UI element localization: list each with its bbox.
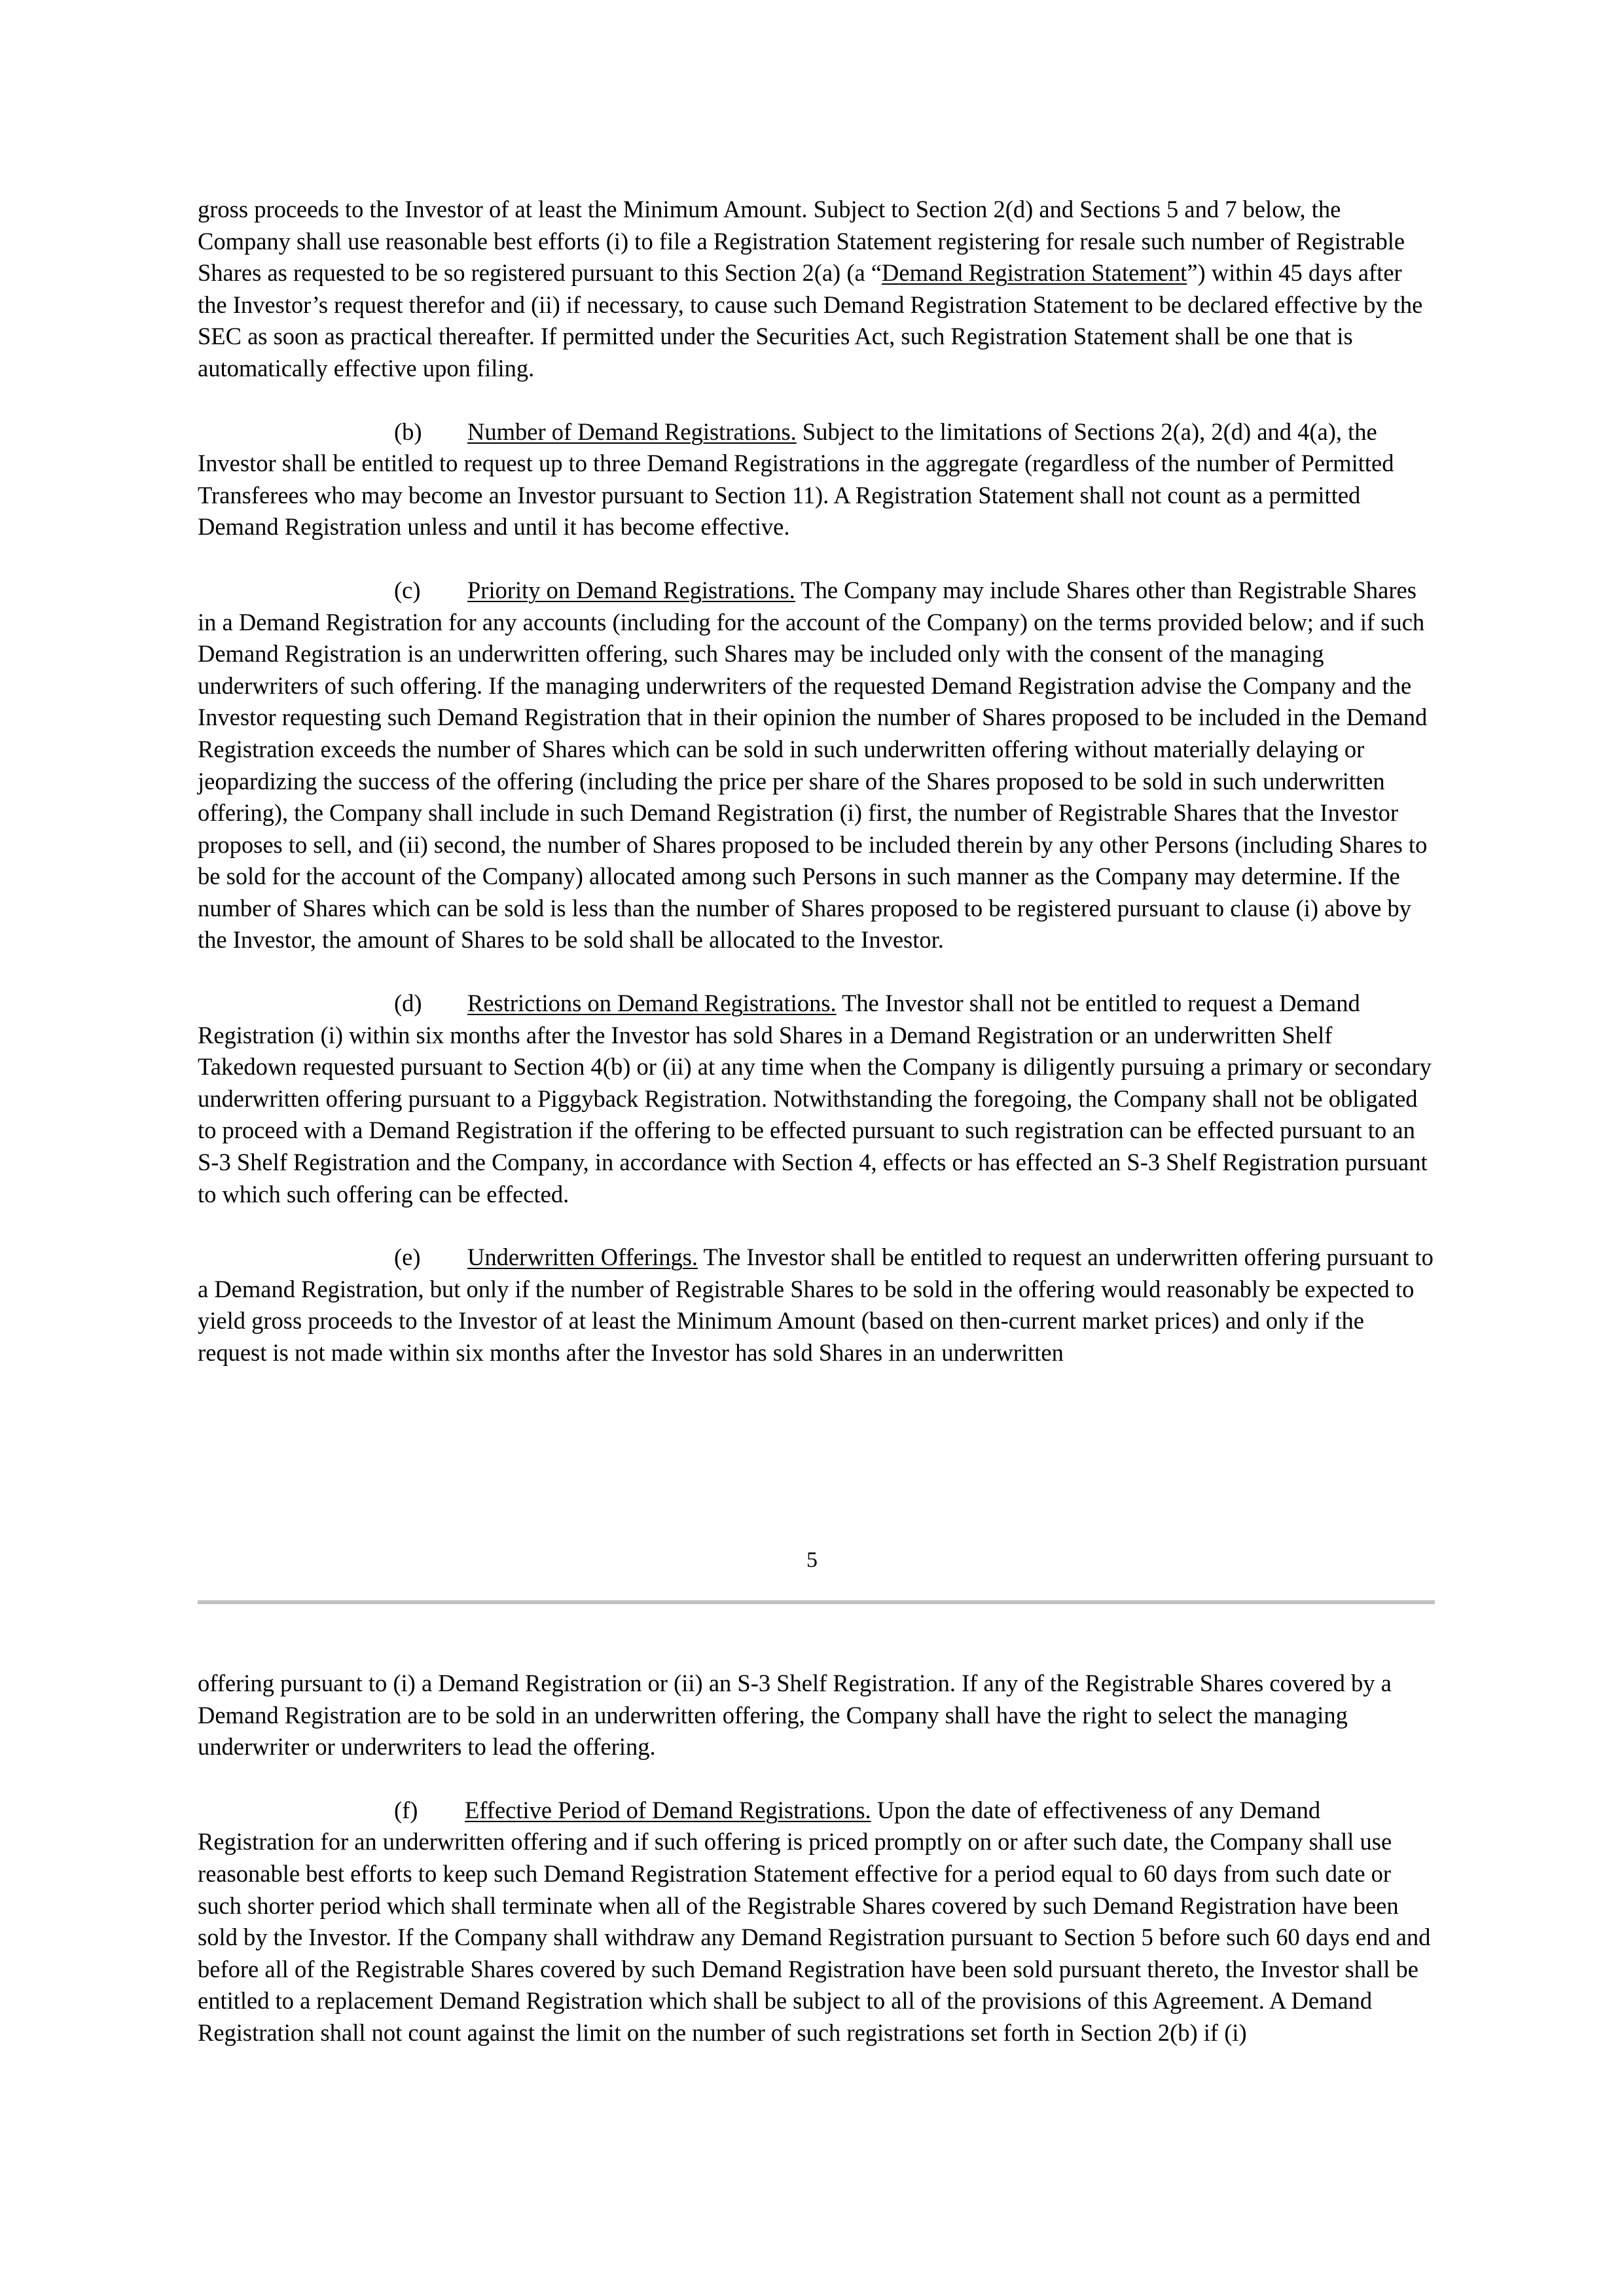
demand-registration-statement-term: Demand Registration Statement — [882, 259, 1187, 287]
paragraph-b — [198, 416, 1435, 543]
paragraph-f-body: Upon the date of effectiveness of any Demand Registration for an underwritten offering and if such offering is priced promptly on or after such date, the Company shall use reasonable best efforts to keep such Demand Registration Statement effective for a period equal to 60 days from such date or such shorter period which shall terminate when all of the Registrable Shares covered by such Demand Registration have been sold by the Investor. If the Company shall withdraw any Demand Registration pursuant to Section 5 before such 60 days end and before all of the Registrable Shares covered by such Demand Registration have been sold pursuant thereto, the Investor shall be entitled to a replacement Demand Registration which shall be subject to all of the provisions of this Agreement. A Demand Registration shall not count against the limit on the number of such registrations set forth in Section 2(b) if (i) — [198, 1796, 1431, 2046]
paragraph-b-heading: Number of Demand Registrations. — [467, 418, 797, 445]
para-a-text-after: ”) within 45 days after the Investor’s request therefor and (ii) if necessary, to cause such Demand Registration Statement to be declared effective by the SEC as soon as practical thereafter. If permitted under the Securities Act, such Registration Statement shall be one that is automatically effective upon filing. — [198, 259, 1423, 382]
paragraph-f-label: (f) — [394, 1796, 418, 1823]
paragraph-c-body: The Company may include Shares other than Registrable Shares in a Demand Registration for any accounts (including for the account of the Company) on the terms provided below; and if such Demand Registration is an underwritten offering, such Shares may be included only with the consent of the managing underwriters of such offering. If the managing underwriters of the requested Demand Registration advise the Company and the Investor requesting such Demand Registration that in their opinion the number of Shares proposed to be included in the Demand Registration exceeds the number of Shares which can be sold in such underwritten offering without materially delaying or jeopardizing the success of the offering (including the price per share of the Shares proposed to be sold in such underwritten offering), the Company shall include in such Demand Registration (i) first, the number of Registrable Shares that the Investor proposes to sell, and (ii) second, the number of Shares proposed to be included therein by any other Persons (including Shares to be sold for the account of the Company) allocated among such Persons in such manner as the Company may determine. If the number of Shares which can be sold is less than the number of Shares proposed to be registered pursuant to clause (i) above by the Investor, the amount of Shares to be sold shall be allocated to the Investor. — [198, 576, 1428, 954]
paragraph-c-heading: Priority on Demand Registrations. — [467, 576, 795, 603]
paragraph-b-label: (b) — [394, 418, 422, 445]
paragraph-d-heading: Restrictions on Demand Registrations. — [467, 990, 837, 1017]
paragraph-d-label: (d) — [394, 990, 422, 1017]
page-6-body — [198, 1668, 1435, 2049]
paragraph-c-label: (c) — [394, 576, 421, 603]
paragraph-d — [198, 988, 1435, 1210]
paragraph-f-heading: Effective Period of Demand Registrations. — [465, 1796, 871, 1823]
page-5-body — [198, 194, 1435, 1369]
page-number: 5 — [806, 1548, 818, 1572]
paragraph-b-body: Subject to the limitations of Sections 2(a), 2(d) and 4(a), the Investor shall be entitled to request up to three Demand Registrations in the aggregate (regardless of the number of Permitted Transferees who may become an Investor pursuant to Section 11). A Registration Statement shall not count as a permitted Demand Registration unless and until it has become effective. — [198, 418, 1394, 541]
paragraph-e — [198, 1242, 1435, 1369]
page-divider — [198, 1600, 1435, 1604]
paragraph-e-label: (e) — [394, 1244, 421, 1271]
paragraph-e-body: The Investor shall be entitled to request an underwritten offering pursuant to a Demand Registration, but only if the number of Registrable Shares to be sold in the offering would reasonably be expected to yield gross proceeds to the Investor of at least the Minimum Amount (based on then-current market prices) and only if the request is not made within six months after the Investor has sold Shares in an underwritten — [198, 1244, 1434, 1366]
paragraph-c — [198, 575, 1435, 956]
paragraph-f — [198, 1795, 1435, 2049]
paragraph-d-body: The Investor shall not be entitled to request a Demand Registration (i) within six months after the Investor has sold Shares in a Demand Registration or an underwritten Shelf Takedown requested pursuant to Section 4(b) or (ii) at any time when the Company is diligently pursuing a primary or secondary underwritten offering pursuant to a Piggyback Registration. Notwithstanding the foregoing, the Company shall not be obligated to proceed with a Demand Registration if the offering to be effected pursuant to such registration can be effected pursuant to an S-3 Shelf Registration and the Company, in accordance with Section 4, effects or has effected an S-3 Shelf Registration pursuant to which such offering can be effected. — [198, 990, 1432, 1208]
para-a-text-before: gross proceeds to the Investor of at least the Minimum Amount. Subject to Section 2(d) and Sections 5 and 7 below, the Company shall use reasonable best efforts (i) to file a Registration Statement registering for resale such number of Registrable Shares as requested to be so registered pursuant to this Section 2(a) (a “ — [198, 196, 1405, 287]
paragraph-a-continuation — [198, 194, 1435, 385]
paragraph-e-heading: Underwritten Offerings. — [467, 1244, 698, 1271]
paragraph-e-continuation: offering pursuant to (i) a Demand Registration or (ii) an S-3 Shelf Registration. If any of the Registrable Shares covered by a Demand Registration are to be sold in an underwritten offering, the Company shall have the right to select the managing underwriter or underwriters to lead the offering. — [198, 1670, 1392, 1761]
